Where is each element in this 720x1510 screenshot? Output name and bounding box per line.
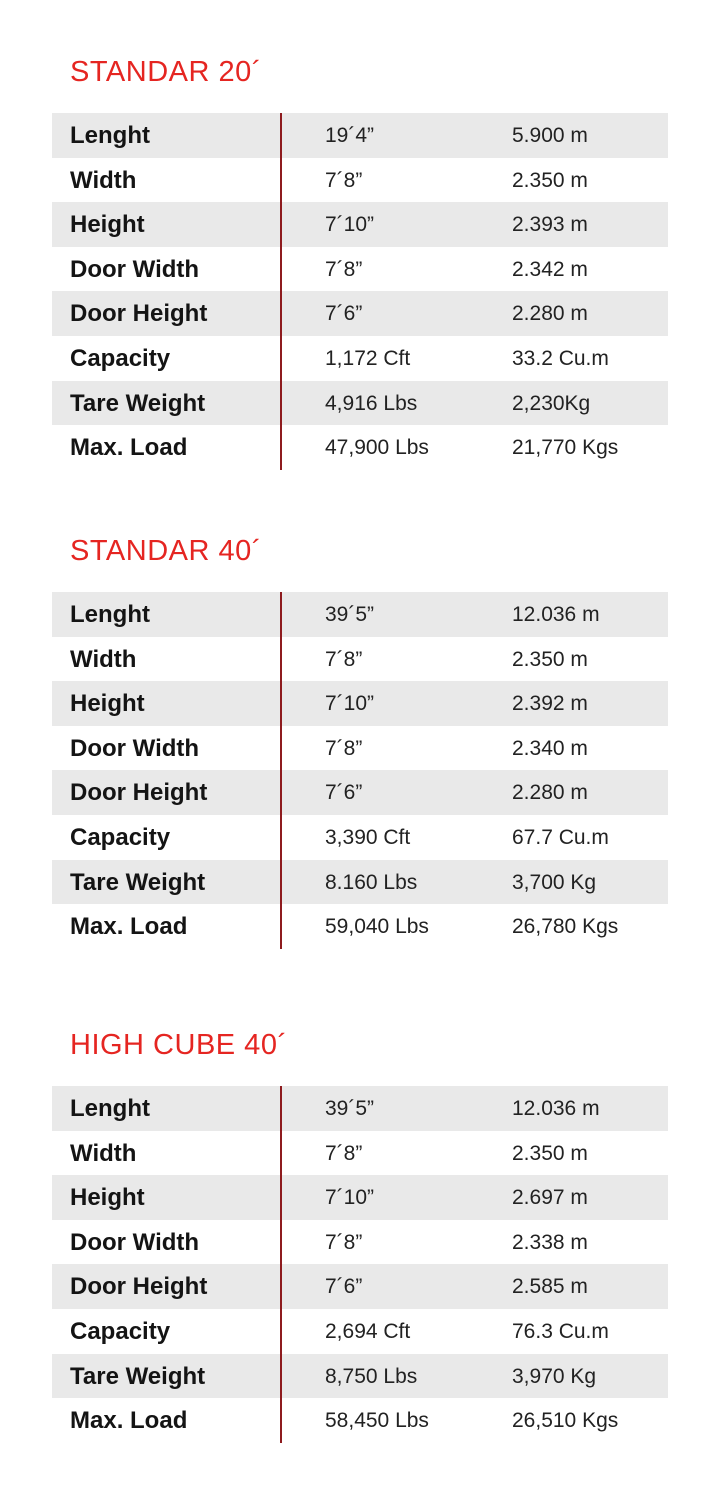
table-row-tare-weight [52, 381, 668, 426]
imperial-value: 47,900 Lbs [325, 436, 429, 460]
imperial-value: 7´8” [325, 1141, 363, 1165]
section-title: STANDAR 20´ [70, 56, 262, 88]
spec-table [52, 1086, 668, 1443]
imperial-value: 19´4” [325, 124, 375, 147]
section-title: STANDAR 40´ [70, 535, 262, 567]
row-label: Door Width [70, 1228, 200, 1256]
table-row-door-height [52, 291, 668, 336]
imperial-value: 8,750 Lbs [325, 1364, 418, 1388]
row-label: Width [70, 1139, 137, 1167]
table-row-max-load [52, 904, 668, 949]
row-label: Capacity [70, 344, 171, 372]
table-row-door-height [52, 1264, 668, 1309]
metric-value: 21,770 Kgs [512, 436, 619, 460]
row-label: Height [70, 690, 145, 718]
column-divider [280, 1086, 282, 1443]
table-row-tare-weight [52, 1354, 668, 1399]
row-label: Capacity [70, 823, 171, 851]
row-label: Height [70, 211, 145, 239]
table-row-length [52, 1086, 668, 1131]
spec-table [52, 592, 668, 949]
table-row-door-width [52, 726, 668, 771]
metric-value: 2.280 m [512, 302, 588, 326]
imperial-value: 39´5” [325, 1097, 375, 1120]
row-label: Max. Load [70, 913, 188, 941]
row-label: Width [70, 166, 137, 194]
imperial-value: 59,040 Lbs [325, 915, 429, 939]
table-row-capacity [52, 815, 668, 860]
imperial-value: 7´8” [325, 168, 363, 192]
row-label: Lenght [70, 122, 150, 149]
row-label: Height [70, 1184, 145, 1212]
table-row-capacity [52, 336, 668, 381]
imperial-value: 7´8” [325, 647, 363, 671]
row-label: Door Width [70, 734, 200, 762]
imperial-value: 7´6” [325, 302, 363, 326]
imperial-value: 7´6” [325, 781, 363, 805]
metric-value: 2.338 m [512, 1230, 588, 1254]
metric-value: 12.036 m [512, 603, 600, 626]
metric-value: 2.697 m [512, 1186, 588, 1210]
column-divider [280, 592, 282, 949]
table-row-tare-weight [52, 860, 668, 905]
metric-value: 2.392 m [512, 692, 588, 716]
metric-value: 33.2 Cu.m [512, 346, 609, 370]
table-row-max-load [52, 425, 668, 470]
metric-value: 2.350 m [512, 647, 588, 671]
table-row-door-width [52, 247, 668, 292]
table-row-height [52, 202, 668, 247]
row-label: Door Height [70, 1273, 208, 1301]
metric-value: 3,970 Kg [512, 1364, 597, 1388]
table-row-width [52, 1131, 668, 1176]
section-title: HIGH CUBE 40´ [70, 1029, 288, 1061]
table-row-door-height [52, 770, 668, 815]
metric-value: 5.900 m [512, 124, 588, 147]
imperial-value: 7´10” [325, 692, 375, 716]
table-row-width [52, 637, 668, 682]
imperial-value: 2,694 Cft [325, 1319, 411, 1343]
row-label: Max. Load [70, 1407, 188, 1435]
imperial-value: 39´5” [325, 603, 375, 626]
metric-value: 67.7 Cu.m [512, 825, 609, 849]
metric-value: 12.036 m [512, 1097, 600, 1120]
spec-table [52, 113, 668, 470]
row-label: Lenght [70, 601, 150, 628]
imperial-value: 7´8” [325, 1230, 363, 1254]
imperial-value: 7´8” [325, 257, 363, 281]
imperial-value: 4,916 Lbs [325, 391, 418, 415]
metric-value: 2.350 m [512, 1141, 588, 1165]
row-label: Tare Weight [70, 389, 206, 417]
metric-value: 26,510 Kgs [512, 1409, 619, 1433]
row-label: Tare Weight [70, 1362, 206, 1390]
row-label: Lenght [70, 1095, 150, 1122]
metric-value: 2.585 m [512, 1275, 588, 1299]
metric-value: 3,700 Kg [512, 870, 597, 894]
metric-value: 26,780 Kgs [512, 915, 619, 939]
table-row-max-load [52, 1398, 668, 1443]
metric-value: 2,230Kg [512, 391, 591, 415]
row-label: Width [70, 645, 137, 673]
row-label: Door Width [70, 255, 200, 283]
table-row-height [52, 681, 668, 726]
table-row-length [52, 592, 668, 637]
imperial-value: 58,450 Lbs [325, 1409, 429, 1433]
table-row-length [52, 113, 668, 158]
imperial-value: 1,172 Cft [325, 346, 411, 370]
metric-value: 2.342 m [512, 257, 588, 281]
column-divider [280, 113, 282, 470]
metric-value: 2.280 m [512, 781, 588, 805]
metric-value: 2.393 m [512, 213, 588, 237]
table-row-capacity [52, 1309, 668, 1354]
metric-value: 2.340 m [512, 736, 588, 760]
imperial-value: 7´10” [325, 1186, 375, 1210]
imperial-value: 7´10” [325, 213, 375, 237]
metric-value: 2.350 m [512, 168, 588, 192]
row-label: Door Height [70, 779, 208, 807]
imperial-value: 8.160 Lbs [325, 870, 418, 894]
row-label: Max. Load [70, 434, 188, 462]
row-label: Door Height [70, 300, 208, 328]
imperial-value: 3,390 Cft [325, 825, 411, 849]
imperial-value: 7´6” [325, 1275, 363, 1299]
metric-value: 76.3 Cu.m [512, 1319, 609, 1343]
row-label: Capacity [70, 1317, 171, 1345]
row-label: Tare Weight [70, 868, 206, 896]
imperial-value: 7´8” [325, 736, 363, 760]
table-row-height [52, 1175, 668, 1220]
table-row-width [52, 158, 668, 203]
table-row-door-width [52, 1220, 668, 1265]
